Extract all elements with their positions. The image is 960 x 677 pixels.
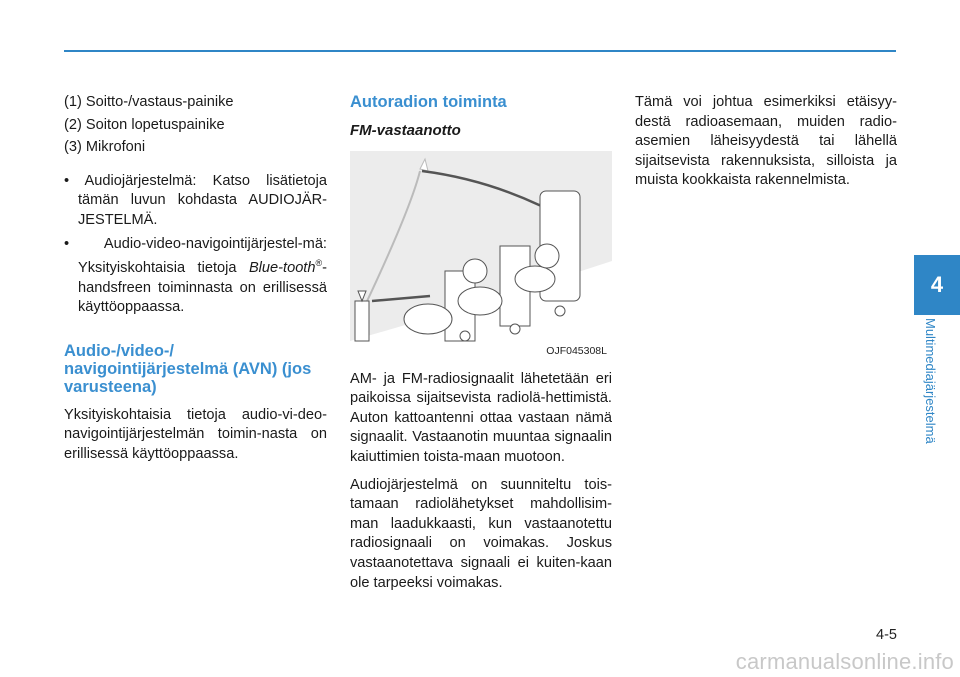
watermark: carmanualsonline.info [735,649,954,674]
list-item: (2) Soiton lopetuspainike [64,116,225,133]
paragraph: Yksityiskohtaisia tietoja audio-vi-deo-navigointijärjestelmän toimin-nasta on erillisessä käyttöoppaassa. [64,406,327,462]
chapter-tab: 4 [914,255,960,315]
list-item: (1) Soitto-/vastaus-painike [64,94,234,110]
top-rule [64,50,896,52]
column-left [64,93,327,473]
subheading-fm: FM-vastaanotto [350,122,461,139]
bullet-avn: • Audio-video-navigointijärjestel-mä: Yksityiskohtaisia tietoja Blue-tooth®-handsfreen toiminnasta on erillisessä käyttöoppaassa. [64,235,327,316]
figure-code: OJF045308L [543,344,610,358]
list-item: (3) Mikrofoni [64,139,146,156]
column-right [635,93,897,199]
section-heading-radio: Autoradion toiminta [350,93,507,111]
radio-signal-illustration [350,151,612,360]
bullet-audio: • Audiojärjestelmä: Katso lisätietoja tämän luvun kohdasta AUDIOJÄR-JESTELMÄ. [64,172,327,228]
paragraph: AM- ja FM-radiosignaalit lähetetään eri paikoissa sijaitsevista radiolä-hettimistä. Auton kattoantenni ottaa vastaan nämä signaalit. Vastaanotin muuntaa signaalin kaiuttimien toista-maan muotoon. [350,370,612,465]
page-number: 4-5 [876,627,897,643]
chapter-label: Multimediajärjestelmä [923,318,938,444]
column-middle [350,93,612,601]
paragraph: Tämä voi johtua esimerkiksi etäisyy-destä radioasemaan, muiden radio-asemien läheisyydestä tai lähellä sijaitsevista rakennuksista, silloista ja muista kookkaista rakennelmista. [635,94,897,189]
section-heading-avn: Audio-/video-/ navigointijärjestelmä (AVN) (jos varusteena) [64,341,312,396]
paragraph: Audiojärjestelmä on suunniteltu tois-tamaan radiolähetykset mahdollisim-man laadukkaasti, kun vastaanotettu radiosignaali on voimakas. Joskus vastaanotettava signaali ei kuiten-kaan ole tarpeeksi voimakas. [350,476,612,591]
